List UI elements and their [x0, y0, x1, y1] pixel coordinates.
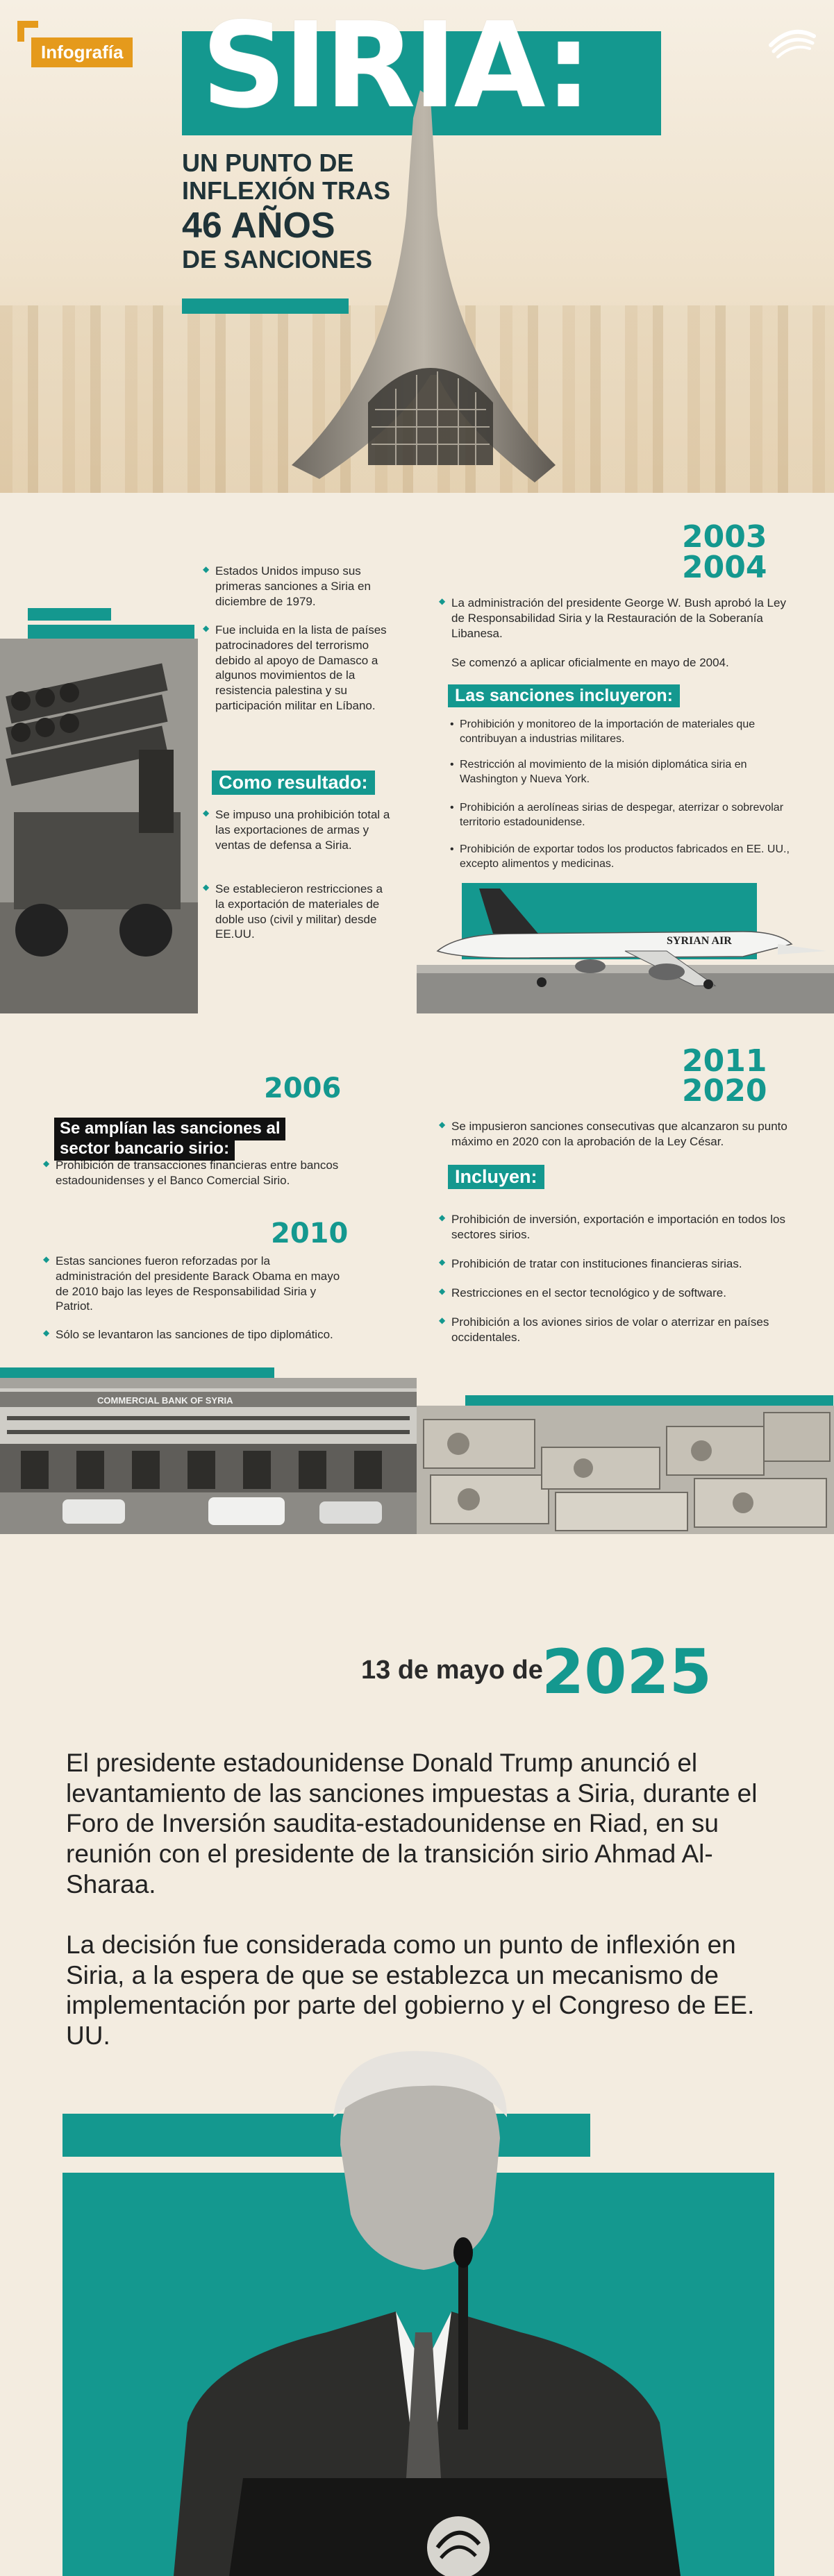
list-item: ◆ Fue incluida en la lista de países patrocinadores del terrorismo debido al apoyo de Damasco a algunos movimientos de la resistencia palestina y su participación militar en Líbano.: [203, 623, 394, 714]
banking-heading-line2: sector bancario sirio:: [54, 1138, 235, 1161]
commercial-bank-image: [0, 1378, 417, 1534]
announcement-year: 2025: [542, 1636, 712, 1708]
infographic-badge: Infografía: [31, 37, 133, 67]
banking-heading-line1: Se amplían las sanciones al: [54, 1118, 285, 1140]
plane-livery-text: SYRIAN AIR: [667, 935, 732, 947]
subtitle-line: INFLEXIÓN TRAS: [182, 176, 391, 205]
result-heading: Como resultado:: [212, 771, 375, 795]
rocket-launcher-image: [0, 639, 198, 1013]
year-label: 2011: [682, 1043, 767, 1079]
list-item: • Prohibición y monitoreo de la importación de materiales que contribuyan a industrias militares.: [450, 718, 797, 747]
list-item: ◆ Se impuso una prohibición total a las exportaciones de armas y ventas de defensa a Siria.: [203, 807, 394, 852]
year-label: 2004: [682, 550, 767, 585]
list-item: • Prohibición a aerolíneas sirias de despegar, aterrizar o sobrevolar territorio estadounidense.: [450, 801, 797, 830]
syrian-air-plane-image: [417, 868, 834, 1013]
monument-image: [229, 76, 646, 493]
list-item: ◆ Prohibición de transacciones financieras entre bancos estadounidenses y el Banco Comercial Sirio.: [43, 1158, 342, 1188]
subtitle-line: UN PUNTO DE: [182, 149, 354, 177]
list-item: • Prohibición de exportar todos los productos fabricados en EE. UU., excepto alimentos y medicinas.: [450, 843, 797, 872]
list-item: ◆ Estas sanciones fueron reforzadas por la administración del presidente Barack Obama en mayo de 2010 bajo las leyes de Responsabilidad Siria y Patriot.: [43, 1254, 349, 1314]
implementation-note: Se comenzó a aplicar oficialmente en mayo de 2004.: [451, 656, 729, 669]
list-item: ◆ Sólo se levantaron las sanciones de tipo diplomático.: [43, 1327, 349, 1342]
subtitle-underline-bar: [182, 298, 349, 314]
sanctions-heading: Las sanciones incluyeron:: [448, 684, 680, 707]
bank-sign-text: COMMERCIAL BANK OF SYRIA: [97, 1395, 233, 1406]
list-item: • Restricción al movimiento de la misión diplomática siria en Washington y Nueva York.: [450, 758, 797, 787]
year-label: 2010: [271, 1218, 349, 1249]
conclusion-paragraph: La decisión fue considerada como un punto de inflexión en Siria, a la espera de que se establezca un mecanismo de implementación por parte del gobierno y el Congreso de EE. UU.: [66, 1930, 755, 2050]
list-item: ◆ Prohibición de tratar con instituciones financieras sirias.: [439, 1256, 800, 1272]
list-item: ◆ Prohibición a los aviones sirios de volar o aterrizar en países occidentales.: [439, 1315, 800, 1345]
list-item: ◆ Se establecieron restricciones a la exportación de materiales de doble uso (civil y militar) desde EE.UU.: [203, 882, 394, 942]
list-item: ◆ Prohibición de inversión, exportación e importación en todos los sectores sirios.: [439, 1212, 800, 1243]
page-subtitle: [182, 149, 432, 273]
al-mayadeen-logo-icon: [764, 21, 819, 62]
year-label: 2003: [682, 519, 767, 555]
year-label: 2020: [682, 1073, 767, 1109]
year-label: 2006: [264, 1072, 342, 1104]
list-item: ◆ Se impusieron sanciones consecutivas que alcanzaron su punto máximo en 2020 con la aprobación de la Ley César.: [439, 1119, 814, 1150]
trump-podium-image: [132, 2034, 743, 2576]
subtitle-line: 46 AÑOS: [182, 205, 335, 246]
list-item: ◆ Restricciones en el sector tecnológico y de software.: [439, 1286, 800, 1301]
subtitle-line: DE SANCIONES: [182, 244, 373, 273]
announcement-paragraph: El presidente estadounidense Donald Trump anunció el levantamiento de las sanciones impuestas a Siria, durante el Foro de Inversión saudita-estadounidense en Riad, en su reunión con el presidente de la transición sirio Ahmad Al-Sharaa.: [66, 1749, 758, 1899]
badge-corner-mark: [17, 21, 38, 28]
banknotes-image: [417, 1406, 834, 1534]
list-item: ◆ La administración del presidente George W. Bush aprobó la Ley de Responsabilidad Siria y la Restauración de la Soberanía Libanesa.: [439, 596, 800, 641]
announcement-date-prefix: 13 de mayo de: [361, 1656, 543, 1685]
list-item: ◆ Estados Unidos impuso sus primeras sanciones a Siria en diciembre de 1979.: [203, 564, 394, 609]
page-title: SIRIA:: [201, 0, 590, 135]
includes-heading: Incluyen:: [448, 1165, 544, 1189]
teal-accent-bar: [28, 608, 111, 621]
